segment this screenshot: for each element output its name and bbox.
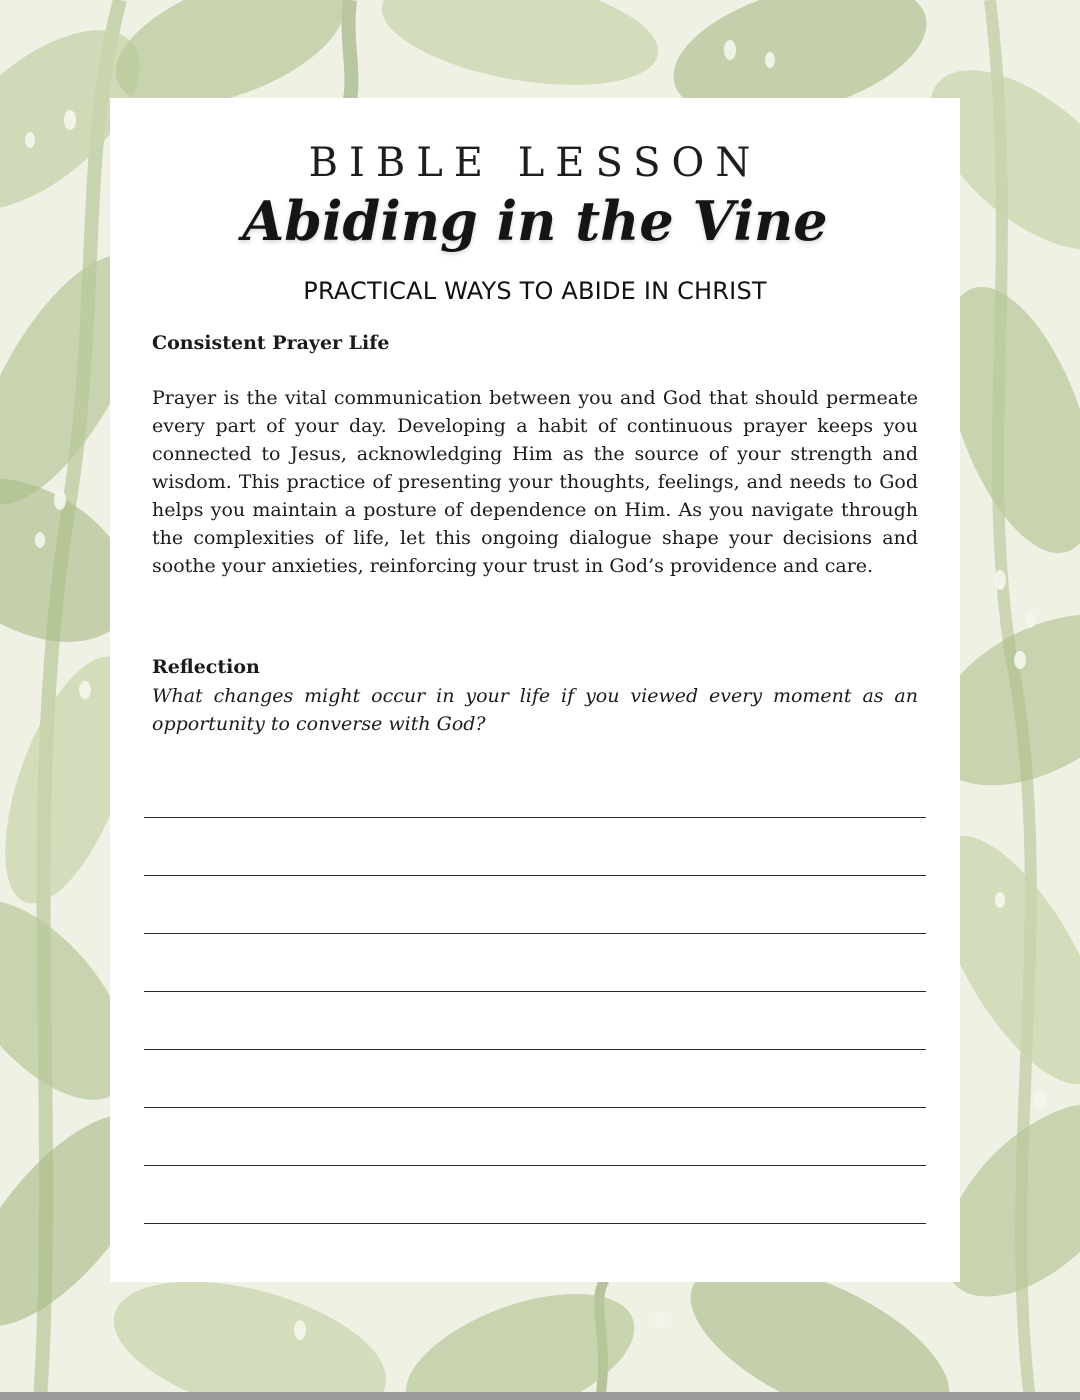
writing-line[interactable] — [144, 933, 926, 934]
writing-line[interactable] — [144, 1049, 926, 1050]
page-bottom-edge — [0, 1392, 1080, 1400]
lesson-card — [110, 98, 960, 1282]
lesson-subtitle: PRACTICAL WAYS TO ABIDE IN CHRIST — [303, 277, 767, 305]
section-heading: Consistent Prayer Life — [152, 332, 390, 354]
writing-line[interactable] — [144, 1107, 926, 1108]
writing-line[interactable] — [144, 875, 926, 876]
reflection-heading: Reflection — [152, 656, 260, 678]
lesson-title: Abiding in the Vine — [242, 189, 828, 253]
section-body: Prayer is the vital communication between you and God that should permeate every part of your day. Developing a habit of continuous prayer keeps you connected to Jesus, acknowledging Him as the source of your strength and wisdom. This practice of presenting your thoughts, feelings, and needs to God helps you maintain a posture of dependence on Him. As you navigate through the complexities of life, let this ongoing dialogue shape your decisions and soothe your anxieties, reinforcing your trust in God’s providence and care. — [152, 387, 918, 577]
writing-line[interactable] — [144, 991, 926, 992]
writing-line[interactable] — [144, 1165, 926, 1166]
reflection-prompt: What changes might occur in your life if you viewed every moment as an opportunity to converse with God? — [152, 685, 918, 735]
writing-line[interactable] — [144, 1223, 926, 1224]
writing-line[interactable] — [144, 817, 926, 818]
lesson-kicker: BIBLE LESSON — [308, 140, 762, 186]
